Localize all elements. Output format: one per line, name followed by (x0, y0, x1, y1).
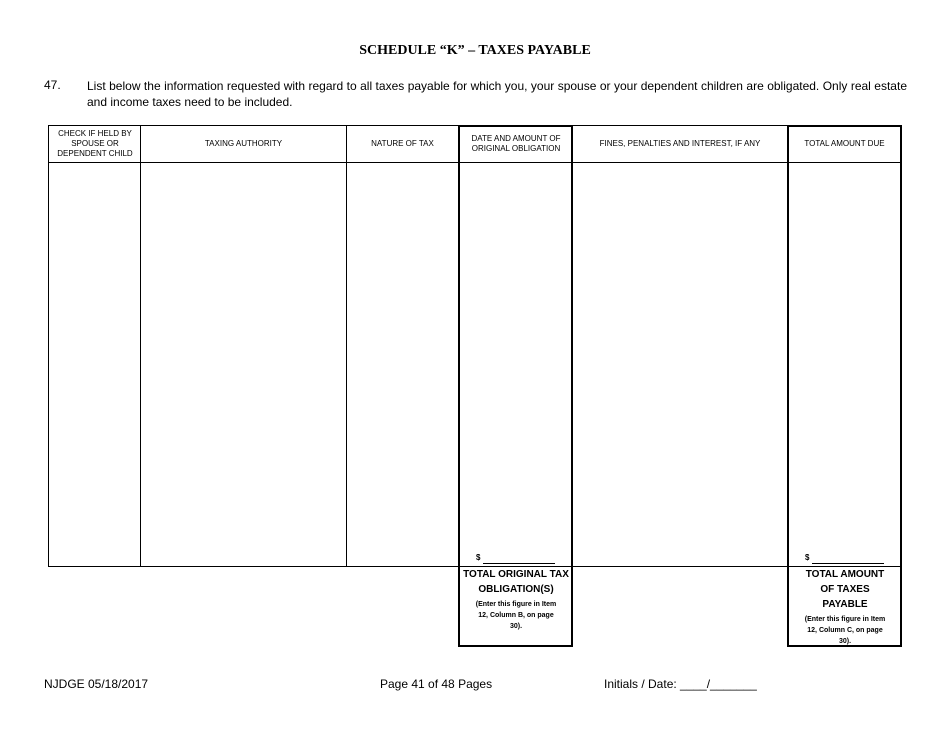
col-border-1 (140, 125, 141, 567)
header-divider (48, 162, 902, 163)
total-original-amount-field[interactable] (483, 563, 555, 564)
total-original-box-bottom (459, 645, 573, 647)
schedule-title: SCHEDULE “K” – TAXES PAYABLE (359, 43, 591, 58)
col-border-4 (571, 125, 573, 647)
header-original-obligation: DATE AND AMOUNT OF ORIGINAL OBLIGATION (471, 134, 561, 153)
col-border-5 (787, 125, 789, 647)
footer-page-number: Page 41 of 48 Pages (380, 677, 493, 691)
col-border-3 (458, 125, 460, 647)
total-due-label: TOTAL AMOUNT OF TAXES PAYABLE (805, 569, 885, 610)
col-border-2 (346, 125, 347, 567)
total-due-note: (Enter this figure in Item 12, Column C, on page 30). (804, 616, 886, 645)
footer-form-id: NJDGE 05/18/2017 (44, 677, 149, 691)
item-number: 47. (44, 78, 61, 92)
header-taxing-authority: TAXING AUTHORITY (204, 139, 283, 148)
col-border-right (900, 125, 902, 647)
item-instructions: List below the information requested with regard to all taxes payable for which you, your spouse or your dependent children are obligated. Only real estate and income taxes need to be included. (87, 79, 907, 109)
col-border-left (48, 125, 49, 567)
total-due-box (791, 567, 899, 647)
header-total-amount-due: TOTAL AMOUNT DUE (804, 139, 885, 148)
header-nature-of-tax: NATURE OF TAX (371, 139, 434, 148)
header-check-held: CHECK IF HELD BY SPOUSE OR DEPENDENT CHILD (57, 129, 133, 158)
total-original-currency: $ (476, 553, 481, 562)
total-due-amount-field[interactable] (812, 563, 884, 564)
total-original-label: TOTAL ORIGINAL TAX OBLIGATION(S) (463, 569, 569, 595)
total-original-note: (Enter this figure in Item 12, Column B, on page 30). (475, 601, 557, 630)
footer-initials-date: Initials / Date: ____/_______ (604, 677, 757, 691)
total-due-currency: $ (805, 553, 810, 562)
header-fines-penalties: FINES, PENALTIES AND INTEREST, IF ANY (599, 139, 761, 148)
total-original-box (462, 567, 570, 632)
